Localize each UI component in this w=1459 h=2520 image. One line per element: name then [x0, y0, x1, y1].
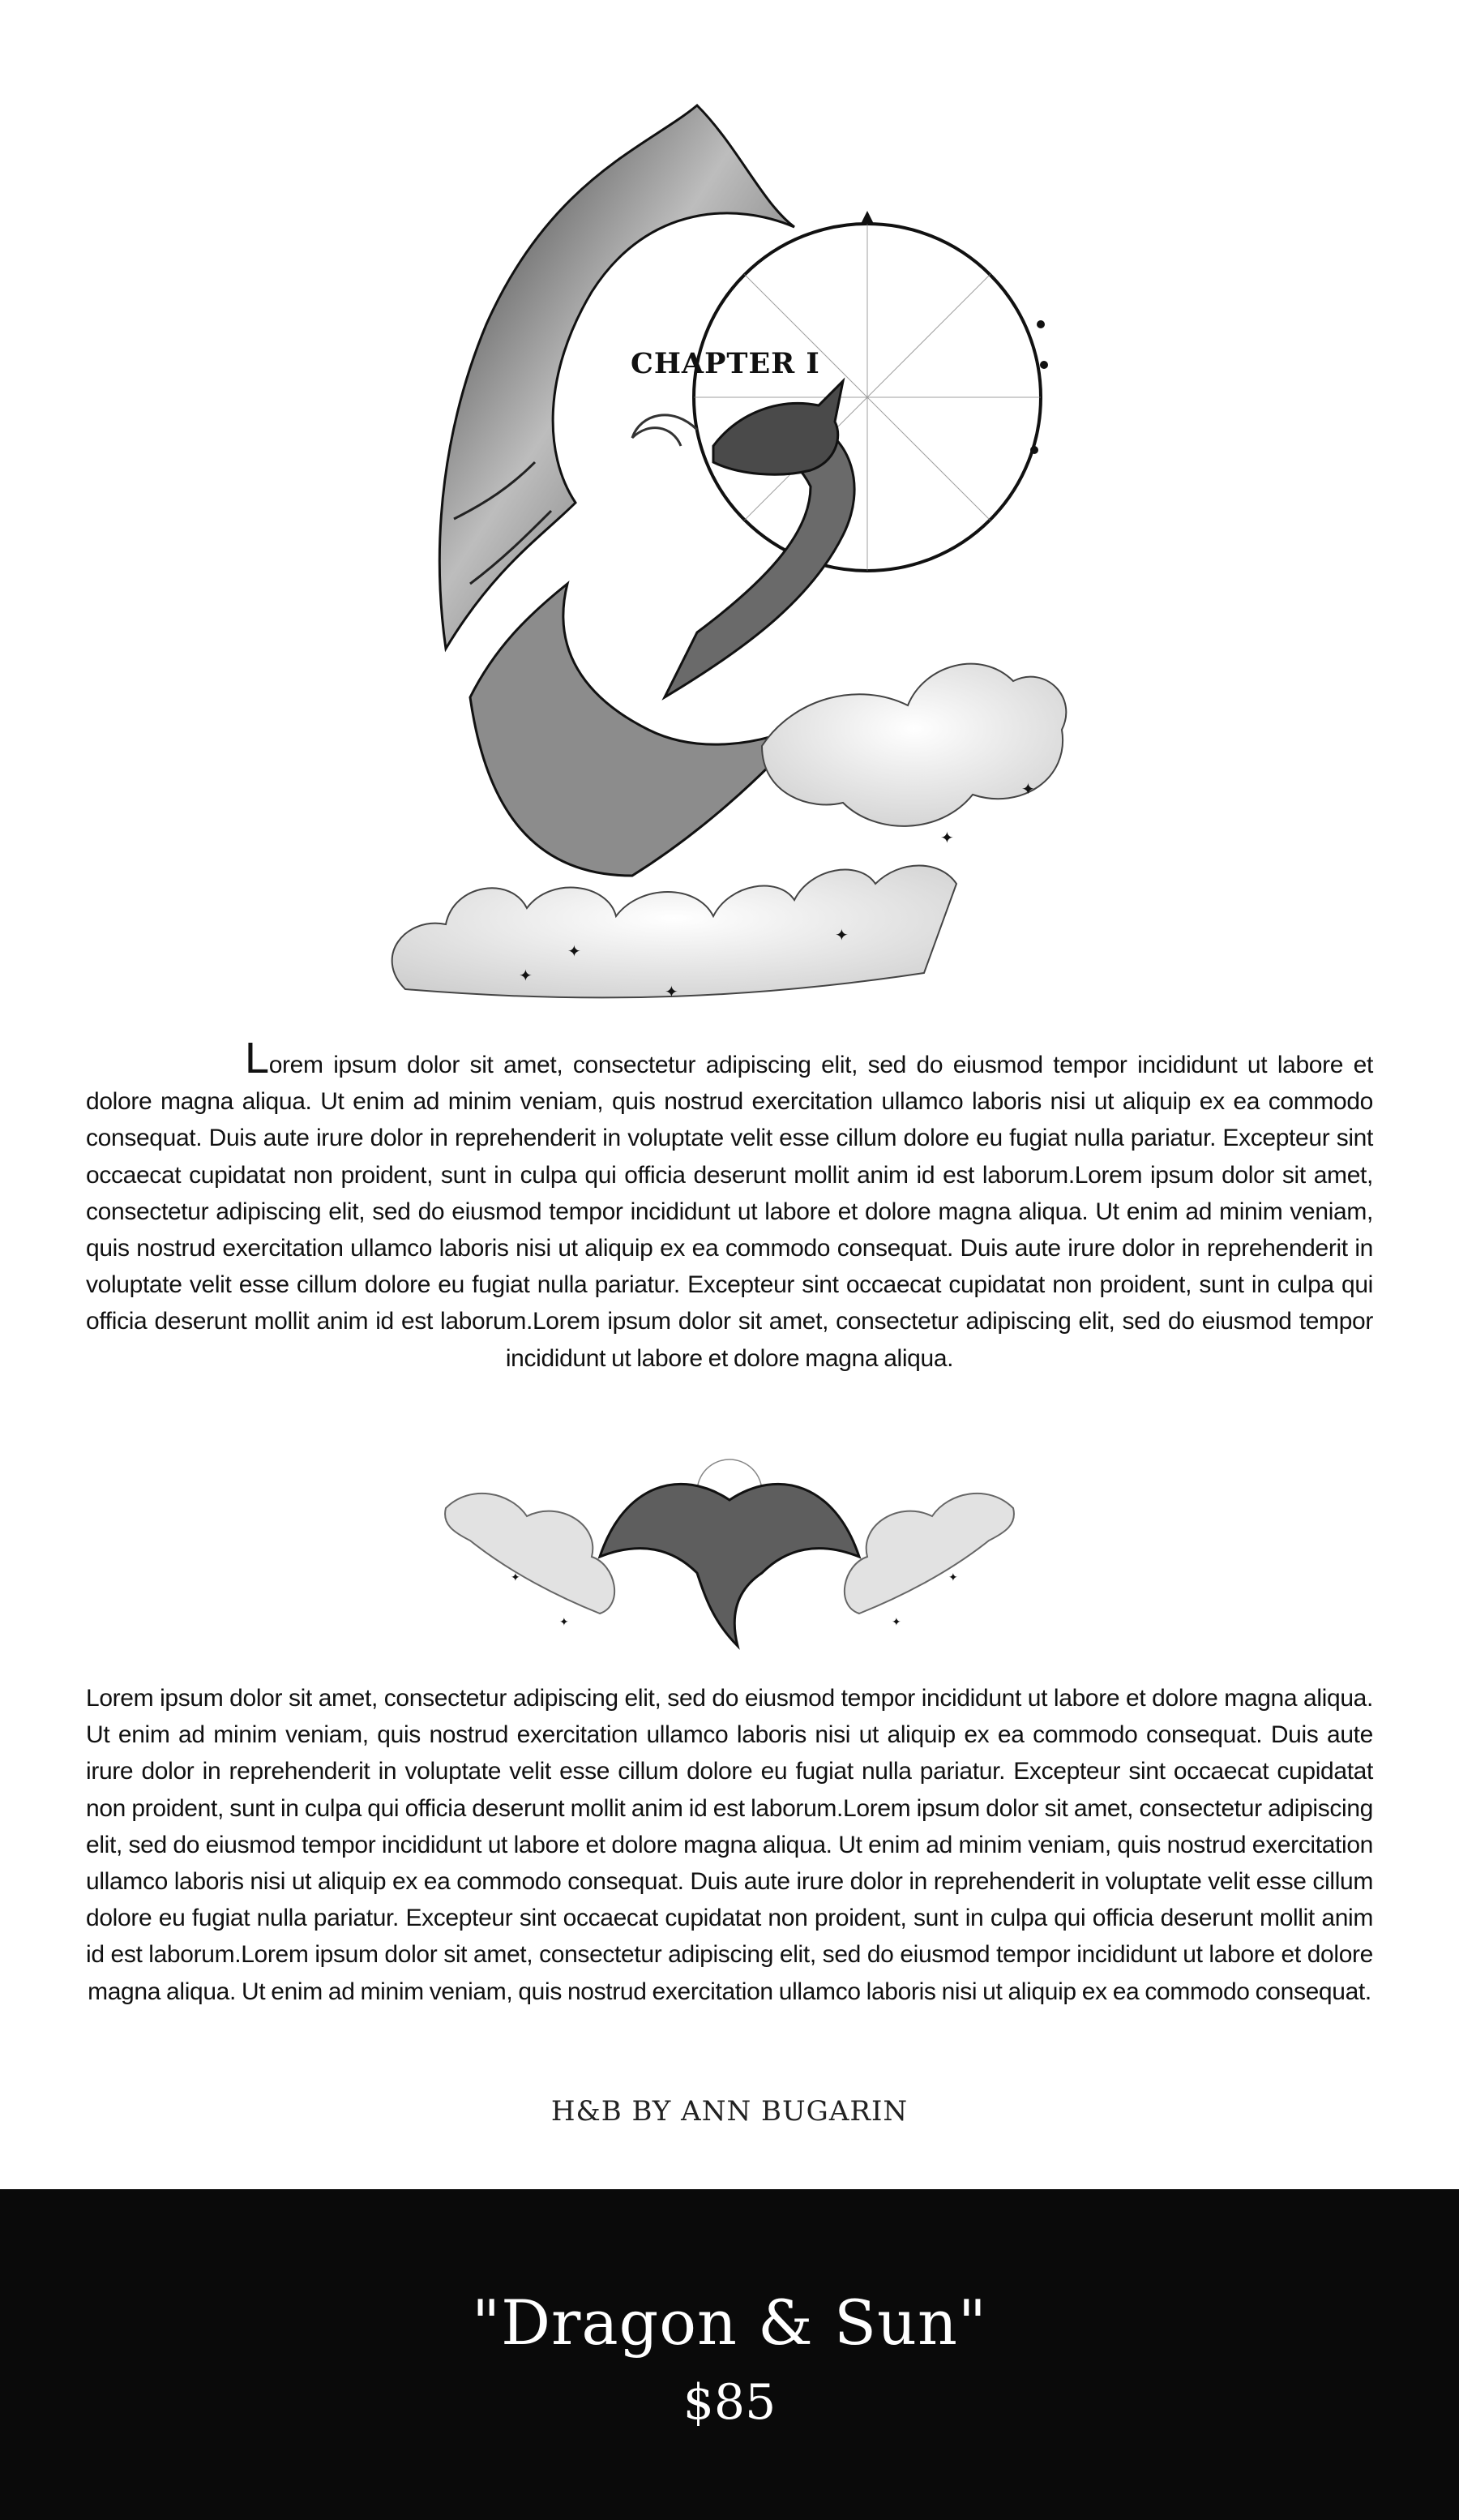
svg-text:✦: ✦ [835, 925, 849, 945]
svg-text:✦: ✦ [948, 1571, 958, 1584]
svg-text:✦: ✦ [665, 982, 678, 1001]
svg-text:✦: ✦ [511, 1571, 520, 1584]
body-paragraph-1 [86, 1034, 1373, 1377]
product-name: "Dragon & Sun" [472, 2286, 987, 2359]
svg-text:✦: ✦ [1021, 779, 1035, 799]
svg-text:✦: ✦ [567, 941, 581, 961]
paragraph-1-text: orem ipsum dolor sit amet, consectetur adipiscing elit, sed do eiusmod tempor incididunt ut labore et dolore magna aliqua. Ut enim ad minim veniam, quis nostrud exercitation ullamco laboris nisi ut aliquip ex ea commodo consequat. Duis aute irure dolor in reprehenderit in voluptate velit esse cillum dolore eu fugiat nulla pariatur. Excepteur sint occaecat cupidatat non proident, sunt in culpa qui officia deserunt mollit anim id est laborum.Lorem ipsum dolor sit amet, consectetur adipiscing elit, sed do eiusmod tempor incididunt ut labore et dolore magna aliqua. Ut enim ad minim veniam, quis nostrud exercitation ullamco laboris nisi ut aliquip ex ea commodo consequat. Duis aute irure dolor in reprehenderit in voluptate velit esse cillum dolore eu fugiat nulla pariatur. Excepteur sint occaecat cupidatat non proident, sunt in culpa qui officia deserunt mollit anim id est laborum.Lorem ipsum dolor sit amet, consectetur adipiscing elit, sed do eiusmod tempor incididunt ut labore et dolore magna aliqua. [86, 1052, 1373, 1372]
product-price: $85 [682, 2374, 777, 2431]
dragon-divider-ornament [438, 1451, 1021, 1662]
svg-text:✦: ✦ [892, 1616, 901, 1629]
svg-text:✦: ✦ [559, 1616, 569, 1629]
product-footer [0, 2189, 1459, 2520]
drop-cap: L [245, 1034, 269, 1082]
author-credit: H&B BY ANN BUGARIN [550, 2095, 909, 2128]
chapter-title: CHAPTER I [631, 347, 820, 380]
dragon-sun-illustration [357, 81, 1086, 1022]
svg-text:✦: ✦ [519, 966, 533, 985]
svg-text:✦: ✦ [940, 828, 954, 847]
body-paragraph-2: Lorem ipsum dolor sit amet, consectetur adipiscing elit, sed do eiusmod tempor incididunt ut labore et dolore magna aliqua. Ut enim ad minim veniam, quis nostrud exercitation ullamco laboris nisi ut aliquip ex ea commodo consequat. Duis aute irure dolor in reprehenderit in voluptate velit esse cillum dolore eu fugiat nulla pariatur. Excepteur sint occaecat cupidatat non proident, sunt in culpa qui officia deserunt mollit anim id est laborum.Lorem ipsum dolor sit amet, consectetur adipiscing elit, sed do eiusmod tempor incididunt ut labore et dolore magna aliqua. Ut enim ad minim veniam, quis nostrud exercitation ullamco laboris nisi ut aliquip ex ea commodo consequat. Duis aute irure dolor in reprehenderit in voluptate velit esse cillum dolore eu fugiat nulla pariatur. Excepteur sint occaecat cupidatat non proident, sunt in culpa qui officia deserunt mollit anim id est laborum.Lorem ipsum dolor sit amet, consectetur adipiscing elit, sed do eiusmod tempor incididunt ut labore et dolore magna aliqua. Ut enim ad minim veniam, quis nostrud exercitation ullamco laboris nisi ut aliquip ex ea commodo consequat. [86, 1685, 1373, 2005]
